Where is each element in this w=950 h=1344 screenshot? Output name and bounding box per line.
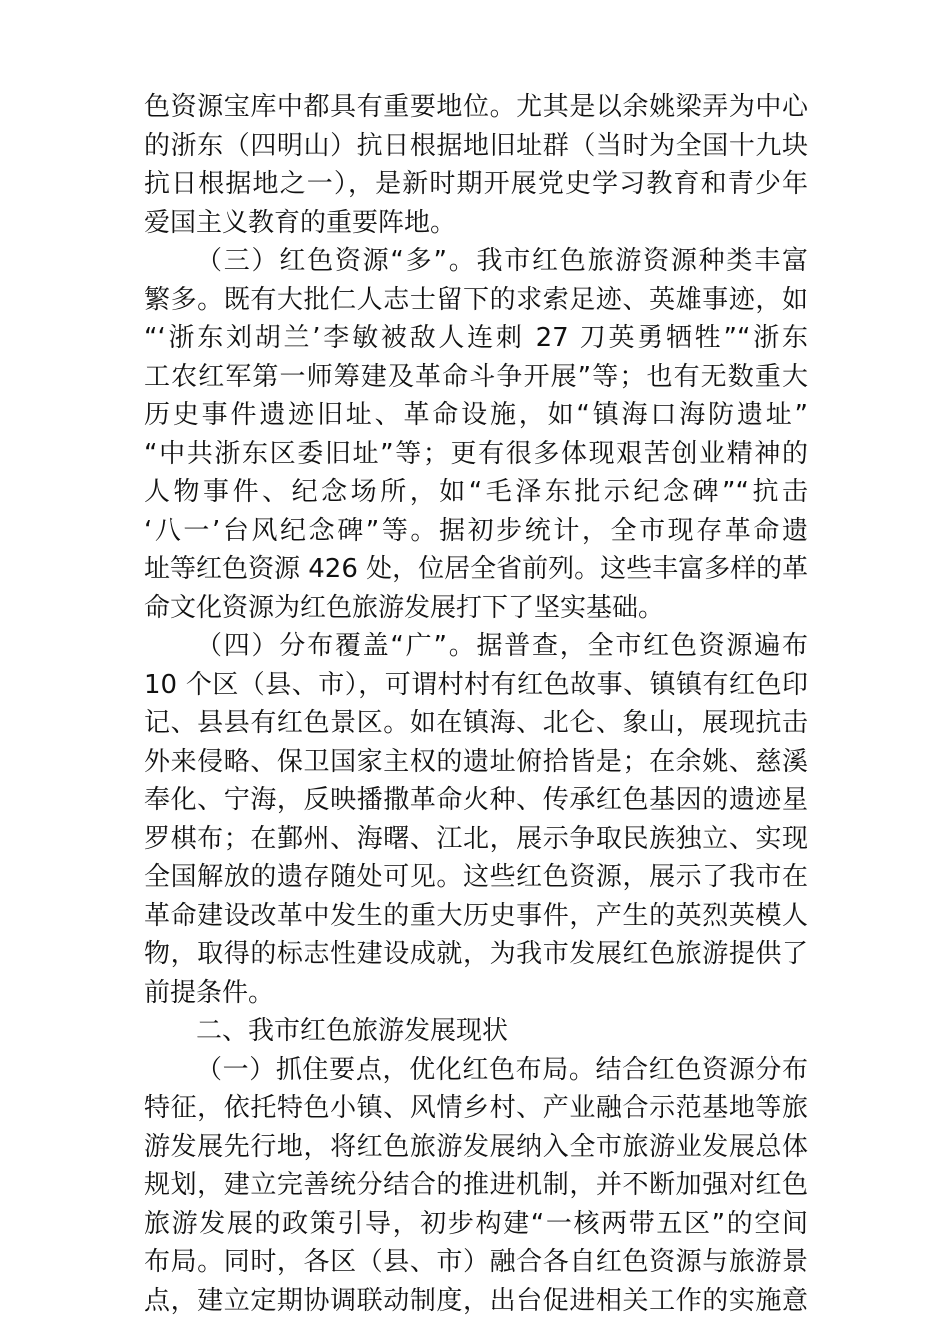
text-line: 10 个区（县、市），可谓村村有红色故事、镇镇有红色印 [144,669,808,700]
text-line: 点，建立定期协调联动制度，出台促进相关工作的实施意 [144,1285,808,1316]
text-line: “‘浙东刘胡兰’李敏被敌人连刺 27 刀英勇牺牲”“浙东 [144,323,808,353]
text-line: 址等红色资源 426 处，位居全省前列。这些丰富多样的革 [144,554,808,584]
text-line: 命文化资源为红色旅游发展打下了坚实基础。 [144,592,665,623]
text-line: 繁多。既有大批仁人志士留下的求索足迹、英雄事迹，如 [144,284,808,315]
text-line: 工农红军第一师筹建及革命斗争开展”等；也有无数重大 [144,361,808,392]
text-line: 物，取得的标志性建设成就，为我市发展红色旅游提供了 [144,939,808,969]
text-line: 全国解放的遗存随处可见。这些红色资源，展示了我市在 [144,862,808,892]
body-text [144,88,808,1320]
paragraph-first-line: （一）抓住要点，优化红色布局。结合红色资源分布 [196,1054,808,1085]
text-line: 色资源宝库中都具有重要地位。尤其是以余姚梁弄为中心 [144,92,808,122]
text-line: 人物事件、纪念场所，如“毛泽东批示纪念碑”“抗击 [144,477,808,507]
text-line: 革命建设改革中发生的重大历史事件，产生的英烈英模人 [144,900,808,931]
text-line: 旅游发展的政策引导，初步构建“一核两带五区”的空间 [144,1208,808,1239]
text-line: 特征，依托特色小镇、风情乡村、产业融合示范基地等旅 [144,1093,808,1123]
paragraph-first-line: （三）红色资源“多”。我市红色旅游资源种类丰富 [196,246,808,276]
text-line: 规划，建立完善统分结合的推进机制，并不断加强对红色 [144,1170,808,1200]
text-line: 奉化、宁海，反映播撒革命火种、传承红色基因的遗迹星 [144,785,808,815]
text-line: 的浙东（四明山）抗日根据地旧址群（当时为全国十九块 [144,130,808,161]
text-line: “中共浙东区委旧址”等；更有很多体现艰苦创业精神的 [144,438,808,469]
text-line: 记、县县有红色景区。如在镇海、北仑、象山，展现抗击 [144,708,808,738]
text-line: 罗棋布；在鄞州、海曙、江北，展示争取民族独立、实现 [144,823,808,854]
text-line: 抗日根据地之一），是新时期开展党史学习教育和青少年 [144,169,808,199]
text-line: 游发展先行地，将红色旅游发展纳入全市旅游业发展总体 [144,1131,808,1162]
text-line: 布局。同时，各区（县、市）融合各自红色资源与旅游景 [144,1247,808,1277]
text-line: 历史事件遗迹旧址、革命设施，如“镇海口海防遗址” [144,400,808,430]
paragraph-first-line: 二、我市红色旅游发展现状 [196,1016,509,1046]
text-line: ‘八一’台风纪念碑”等。据初步统计，全市现存革命遗 [144,515,808,546]
text-line: 爱国主义教育的重要阵地。 [144,207,457,238]
paragraph-first-line: （四）分布覆盖“广”。据普查，全市红色资源遍布 [196,631,808,661]
text-line: 前提条件。 [144,977,275,1008]
text-line: 外来侵略、保卫国家主权的遗址俯拾皆是；在余姚、慈溪 [144,746,808,777]
